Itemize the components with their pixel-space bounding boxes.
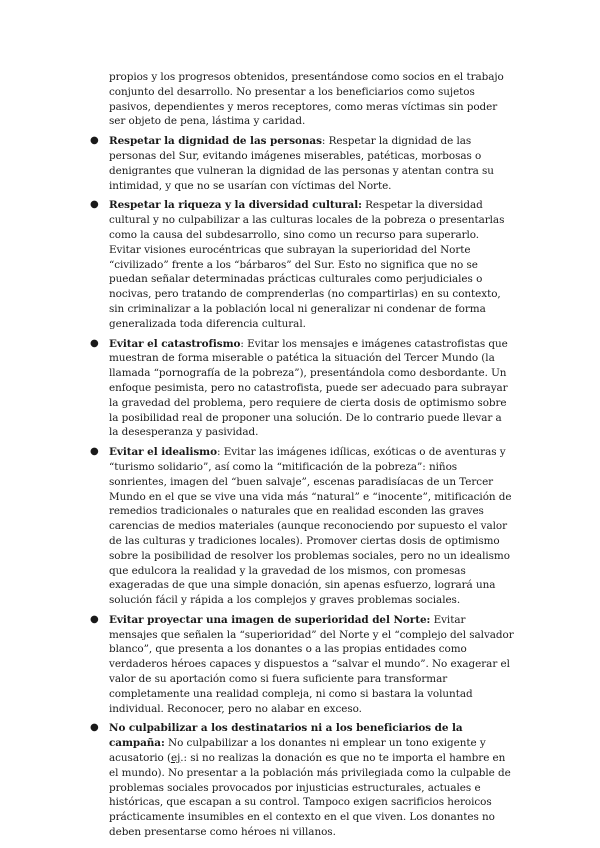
item-separator: : [216, 446, 224, 459]
list-item-north-superiority [90, 613, 514, 717]
item-separator: : [321, 135, 329, 148]
item-text: Evitar los mensajes e imágenes catastrofistas que muestran de forma miserable o patética la situación del Tercer Mundo (la llamada “pornografía de la pobreza”), presentándola como desbordante. Un enfoque pesimista, pero no catastrofista, puede ser adecuado para subrayar la gravedad del problema, pero requiere de cierta dosis de optimismo sobre la posibilidad real de proponer una solución. De lo contrario puede llevar a la desesperanza y pasividad. [109, 337, 508, 439]
item-text: Evitar mensajes que señalen la “superioridad” del Norte y el “complejo del salvador blanco”, que presenta a los donantes o a las propias entidades como verdaderos héroes capaces y dispuestos a “salvar el mundo”. No exagerar el valor de su aportación como si fuera suficiente para transformar completamente una realidad compleja, ni como si bastara la voluntad individual. Reconocer, pero no alabar en exceso. [109, 613, 514, 715]
list-item-idealism [90, 445, 514, 608]
item-title: Evitar el catastrofismo [109, 337, 241, 350]
item-title: Evitar el idealismo [109, 446, 217, 459]
bullet-icon: ● [90, 337, 99, 349]
item-text: Respetar la diversidad cultural y no culpabilizar a las culturas locales de la pobreza o presentarlas como la causa del subdesarrollo, sino como un recurso para superarlo. Evitar visiones eurocéntricas que subrayan la superioridad del Norte “civilizado” frente a los “bárbaros” del Sur. Esto no significa que no se puedan señalar determinadas prácticas culturales como perjudiciales o nocivas, pero tratando de comprenderlas (no compartirlas) en su contexto, sin criminalizar a la población local ni generalizar ni condenar de forma generalizada toda diferencia cultural. [109, 199, 505, 330]
list-item-no-blame [90, 721, 514, 839]
bullet-icon: ● [90, 722, 99, 734]
item-text-after: .: si no realizas la donación es que no te importa el hambre en el mundo). No presentar a la población más privilegiada como la culpable de problemas sociales provocados por injusticias estructurales, actuales e históricas, que escapan a su control. Tampoco exigen sacrificios heroicos prácticamente insumibles en el contexto en el que viven. Los donantes no deben presentarse como héroes ni villanos. [109, 752, 511, 839]
item-title: Evitar proyectar una imagen de superioridad del Norte: [109, 613, 431, 626]
item-text: Evitar las imágenes idílicas, exóticas o de aventuras y “turismo solidario”, así como la “mitificación de la pobreza”: niños sonrientes, imagen del “buen salvaje”, escenas paradisíacas de un Tercer Mundo en el que se vive una vida más “natural” e “inocente”, mitificación de remedios tradicionales o naturales que en realidad esconden las graves carencias de medios materiales (aunque reconociendo por supuesto el valor de las culturas y tradiciones locales). Promover ciertas dosis de optimismo sobre la posibilidad de resolver los problemas sociales, pero no un idealismo que edulcora la realidad y la gravedad de los mismos, con promesas exageradas de que una simple donación, sin apenas esfuerzo, logrará una solución fácil y rápida a los complejos y graves problemas sociales. [109, 446, 512, 607]
item-title: Respetar la dignidad de las personas [109, 135, 322, 148]
list-item-dignity [90, 134, 514, 193]
bullet-icon: ● [90, 199, 99, 211]
item-text: Respetar la dignidad de las personas del Sur, evitando imágenes miserables, patéticas, morbosas o denigrantes que vulneran la dignidad de las personas y atentan contra su intimidad, y que no se usarían con víctimas del Norte. [109, 135, 494, 192]
item-text-before: No culpabilizar a los donantes ni emplear un tono exigente y acusatorio ( [109, 737, 486, 765]
list-item-catastrophism [90, 337, 514, 441]
document-body [90, 70, 514, 845]
item-title: Respetar la riqueza y la diversidad cultural: [109, 199, 362, 212]
guideline-list [90, 134, 514, 840]
bullet-icon: ● [90, 135, 99, 147]
item-text-underlined: ej [170, 752, 181, 765]
item-title: No culpabilizar a los destinatarios ni a los beneficiarios de la campaña: [109, 722, 463, 750]
continuation-paragraph: propios y los progresos obtenidos, presentándose como socios en el trabajo conjunto del desarrollo. No presentar a los beneficiarios como sujetos pasivos, dependientes y meros receptores, como meras víctimas sin poder ser objeto de pena, lástima y caridad. [109, 71, 504, 128]
item-separator: : [240, 337, 248, 350]
bullet-icon: ● [90, 613, 99, 625]
bullet-icon: ● [90, 446, 99, 458]
list-item-cultural-diversity [90, 198, 514, 331]
